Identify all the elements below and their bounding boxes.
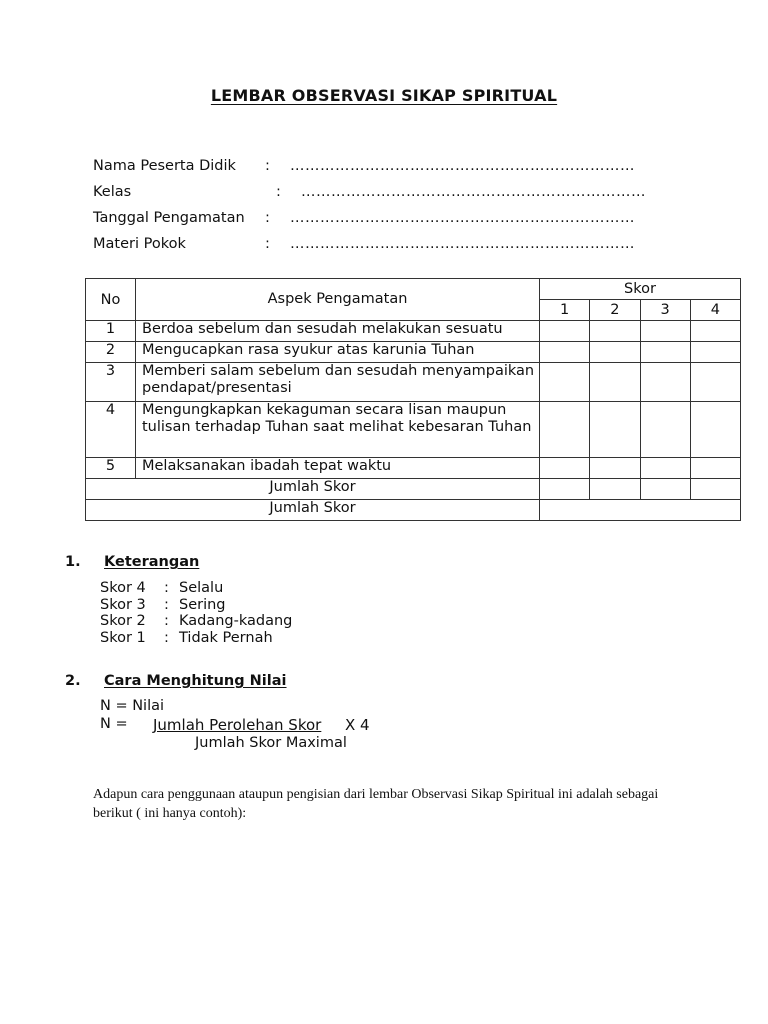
score-cell[interactable] <box>540 479 590 500</box>
table-row <box>86 363 741 402</box>
field-colon: : <box>265 236 270 252</box>
score-cell[interactable] <box>640 363 690 402</box>
sum-row <box>86 479 741 500</box>
field-colon: : <box>276 184 281 200</box>
score-cell[interactable] <box>690 321 740 342</box>
observation-table <box>85 278 741 521</box>
score-cell[interactable] <box>590 321 640 342</box>
total-cell[interactable] <box>540 500 741 521</box>
header-skor-2: 2 <box>590 300 640 321</box>
score-cell[interactable] <box>590 479 640 500</box>
row-aspek: Mengucapkan rasa syukur atas karunia Tuhan <box>136 342 540 363</box>
legend-desc: Kadang-kadang <box>179 613 293 629</box>
legend-score: Skor 4 <box>100 580 146 596</box>
section-heading: Keterangan <box>104 554 200 570</box>
field-colon: : <box>265 158 270 174</box>
score-cell[interactable] <box>690 402 740 458</box>
row-aspek: Berdoa sebelum dan sesudah melakukan sesuatu <box>136 321 540 342</box>
sum-label: Jumlah Skor <box>86 479 540 500</box>
legend-sep: : <box>164 613 169 629</box>
legend-score: Skor 2 <box>100 613 146 629</box>
field-label: Materi Pokok <box>93 236 186 252</box>
table-row <box>86 402 741 458</box>
row-no: 2 <box>86 342 136 363</box>
legend-score: Skor 3 <box>100 597 146 613</box>
field-dots: …………………………………………………………… <box>301 184 646 200</box>
score-cell[interactable] <box>540 402 590 458</box>
legend-desc: Sering <box>179 597 226 613</box>
table-row <box>86 342 741 363</box>
row-no: 3 <box>86 363 136 402</box>
total-label: Jumlah Skor <box>86 500 540 521</box>
legend-desc: Tidak Pernah <box>179 630 273 646</box>
legend-sep: : <box>164 597 169 613</box>
formula-prefix: N = <box>100 716 128 732</box>
legend-desc: Selalu <box>179 580 224 596</box>
header-no: No <box>86 279 136 321</box>
score-cell[interactable] <box>540 321 590 342</box>
score-cell[interactable] <box>640 402 690 458</box>
score-cell[interactable] <box>590 402 640 458</box>
section-heading: Cara Menghitung Nilai <box>104 673 287 689</box>
page-title: LEMBAR OBSERVASI SIKAP SPIRITUAL <box>210 86 558 105</box>
formula-numerator: Jumlah Perolehan Skor <box>153 716 322 734</box>
section-number: 1. <box>65 554 81 570</box>
score-cell[interactable] <box>690 458 740 479</box>
field-dots: …………………………………………………………… <box>290 236 635 252</box>
score-cell[interactable] <box>640 479 690 500</box>
legend-sep: : <box>164 630 169 646</box>
field-colon: : <box>265 210 270 226</box>
score-cell[interactable] <box>590 342 640 363</box>
score-cell[interactable] <box>540 363 590 402</box>
formula-line-2 <box>100 716 370 734</box>
row-no: 4 <box>86 402 136 458</box>
score-cell[interactable] <box>540 342 590 363</box>
score-cell[interactable] <box>690 363 740 402</box>
score-cell[interactable] <box>590 363 640 402</box>
row-no: 5 <box>86 458 136 479</box>
formula-multiplier: X 4 <box>345 716 370 734</box>
score-cell[interactable] <box>640 458 690 479</box>
row-aspek: Memberi salam sebelum dan sesudah menyampaikan pendapat/presentasi <box>136 363 540 402</box>
field-label: Nama Peserta Didik <box>93 158 236 174</box>
legend-sep: : <box>164 580 169 596</box>
score-cell[interactable] <box>640 321 690 342</box>
section-number: 2. <box>65 673 81 689</box>
formula-line-1: N = Nilai <box>100 698 165 714</box>
score-cell[interactable] <box>690 479 740 500</box>
header-skor-4: 4 <box>690 300 740 321</box>
score-cell[interactable] <box>690 342 740 363</box>
header-skor: Skor <box>540 279 741 300</box>
total-row <box>86 500 741 521</box>
instruction-paragraph: Adapun cara penggunaan ataupun pengisian dari lembar Observasi Sikap Spiritual ini adalah sebagai berikut ( ini hanya contoh): <box>93 787 659 821</box>
field-dots: …………………………………………………………… <box>290 210 635 226</box>
field-dots: …………………………………………………………… <box>290 158 635 174</box>
row-aspek: Melaksanakan ibadah tepat waktu <box>136 458 540 479</box>
field-label: Kelas <box>93 184 132 200</box>
table-row <box>86 321 741 342</box>
score-cell[interactable] <box>640 342 690 363</box>
row-aspek: Mengungkapkan kekaguman secara lisan maupun tulisan terhadap Tuhan saat melihat kebesaran Tuhan <box>136 402 540 458</box>
header-skor-3: 3 <box>640 300 690 321</box>
header-aspek: Aspek Pengamatan <box>136 279 540 321</box>
table-row <box>86 458 741 479</box>
score-cell[interactable] <box>540 458 590 479</box>
row-no: 1 <box>86 321 136 342</box>
formula-denominator: Jumlah Skor Maximal <box>195 735 347 751</box>
score-cell[interactable] <box>590 458 640 479</box>
legend-score: Skor 1 <box>100 630 146 646</box>
field-label: Tanggal Pengamatan <box>93 210 245 226</box>
header-skor-1: 1 <box>540 300 590 321</box>
